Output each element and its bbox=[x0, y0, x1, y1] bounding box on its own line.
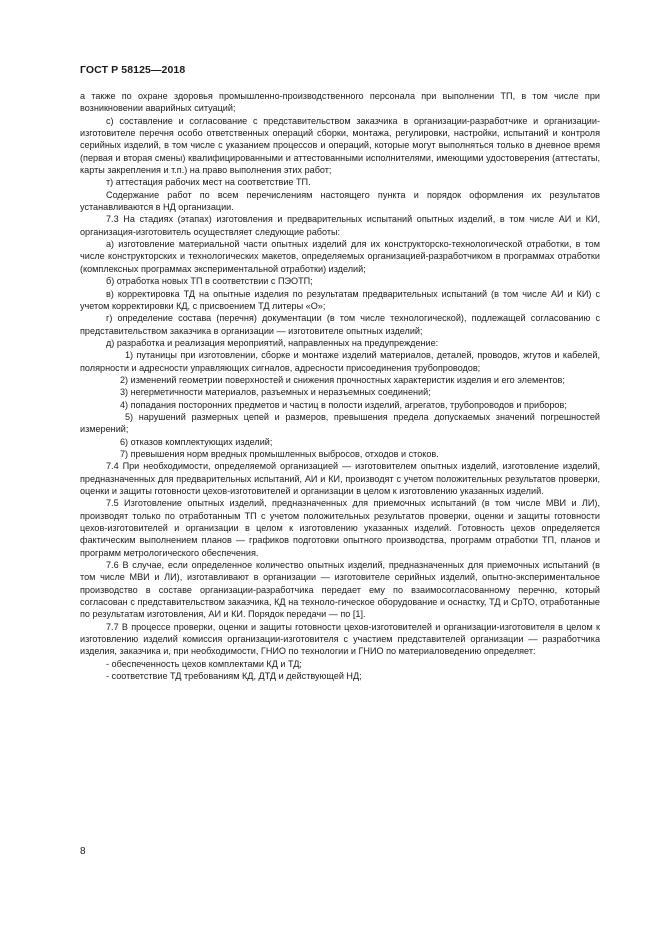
paragraph: 5) нарушений размерных цепей и размеров, превышения предела допускаемых значений погрешностей измерений; bbox=[80, 411, 600, 435]
paragraph: а) изготовление материальной части опытных изделий для их конструкторско-технологической отработки, в том числе конструкторских и технологических макетов, определяемых организацией-разработчиком в программах отработки (комплексных программах экспериментальной отработки) изделий; bbox=[80, 239, 600, 274]
paragraph: 7.5 Изготовление опытных изделий, предназначенных для приемочных испытаний (в том числе МВИ и ЛИ), производят только по отработанным ТП с учетом положительных результатов проверки, оценки и защиты готовности цехов-изготовителей и организации в целом к изготовлению указанных изделий. Готовность цехов определяется фактическим выполнением планов — графиков подготовки опытного производства, программ отработки ТП, планов и программ метрологического обеспечения. bbox=[80, 498, 600, 558]
paragraph: 7.6 В случае, если определенное количество опытных изделий, предназначенных для приемочных испытаний (в том числе МВИ и ЛИ), изготавливают в организации — изготовителе серийных изделий, опытно-экспериментальное производство в составе организации-разработчика передает ему по взаимосогласованному перечню, который согласован с представительством заказчика, КД на техноло-гическое оборудование и оснастку, ТД и СрТО, отработанные по результатам изготовления, АИ и КИ. Порядок передачи — по [1]. bbox=[80, 560, 600, 620]
paragraph: г) определение состава (перечня) документации (в том числе технологической), подлежащей согласованию с представительством заказчика в организации — изготовителе опытных изделий; bbox=[80, 313, 600, 336]
paragraph: 7.4 При необходимости, определяемой организацией — изготовителем опытных изделий, изготовление изделий, предназначенных для предварительных испытаний, АИ и КИ, производят с учетом положительных результатов проверки, оценки и защиты готовности цехов-изготовителей и организации в целом к изготовлению указанных изделий. bbox=[80, 461, 600, 496]
paragraph: а также по охране здоровья промышленно-производственного персонала при выполнении ТП, в том числе при возникновении аварийных ситуаций; bbox=[80, 91, 600, 114]
paragraph: б) отработка новых ТП в соответствии с ПЭОТП; bbox=[106, 276, 313, 287]
paragraph: - обеспеченность цехов комплектами КД и ТД; bbox=[106, 658, 302, 669]
paragraph: 1) путаницы при изготовлении, сборке и монтаже изделий материалов, деталей, проводов, жгутов и кабелей, полярности и адресности управляющих сигналов, адресности присоединения трубопроводов; bbox=[80, 350, 600, 373]
document-body bbox=[80, 90, 600, 683]
paragraph: 7) превышения норм вредных промышленных выбросов, отходов и стоков. bbox=[120, 448, 439, 459]
paragraph: д) разработка и реализация мероприятий, направленных на предупреждение: bbox=[106, 337, 439, 348]
paragraph: 7.3 На стадиях (этапах) изготовления и предварительных испытаний опытных изделий, в том числе АИ и КИ, организация-изготовитель осуществляет следующие работы: bbox=[80, 214, 600, 237]
paragraph: т) аттестация рабочих мест на соответствие ТП. bbox=[106, 177, 311, 188]
paragraph: 4) попадания посторонних предметов и частиц в полости изделий, агрегатов, трубопроводов и приборов; bbox=[120, 399, 567, 410]
paragraph: Содержание работ по всем перечислениям настоящего пункта и порядок оформления их результатов устанавливаются в НД организации. bbox=[80, 189, 600, 213]
paragraph: 3) негерметичности материалов, разъемных и неразъемных соединений; bbox=[120, 387, 431, 398]
paragraph: 7.7 В процессе проверки, оценки и защиты готовности цехов-изготовителей и организации-изготовителя в целом к изготовлению изделий комиссия организации-изготовителя с участием представителей организации — разработчика изделия, заказчика и, при необходимости, ГНИО по технологии и ГНИО по материаловедению определяет: bbox=[80, 621, 600, 657]
paragraph: - соответствие ТД требованиям КД, ДТД и действующей НД; bbox=[106, 671, 362, 682]
paragraph: с) составление и согласование с представительством заказчика в организации-разработчике и организации-изготовителе перечня особо ответственных операций сборки, монтажа, регулировки, настройки, испытаний и контроля серийных изделий, в том числе с указанием процессов и операций, которые могут выполняться только в дневное время (первая и вторая смены) квалифицированными и аттестованными исполнителями, имеющими удостоверения (аттестаты, карты закрепления и т.п.) на право выполнения этих работ; bbox=[80, 115, 600, 176]
page-number: 8 bbox=[80, 846, 86, 857]
paragraph: 2) изменений геометрии поверхностей и снижения прочностных характеристик изделия и его элементов; bbox=[120, 374, 565, 385]
page-header: ГОСТ Р 58125—2018 bbox=[80, 64, 186, 76]
paragraph: 6) отказов комплектующих изделий; bbox=[120, 436, 273, 447]
paragraph: в) корректировка ТД на опытные изделия по результатам предварительных испытаний (в том числе АИ и КИ) с учетом корректировки КД, с присвоением ТД литеры «О»; bbox=[80, 288, 600, 311]
